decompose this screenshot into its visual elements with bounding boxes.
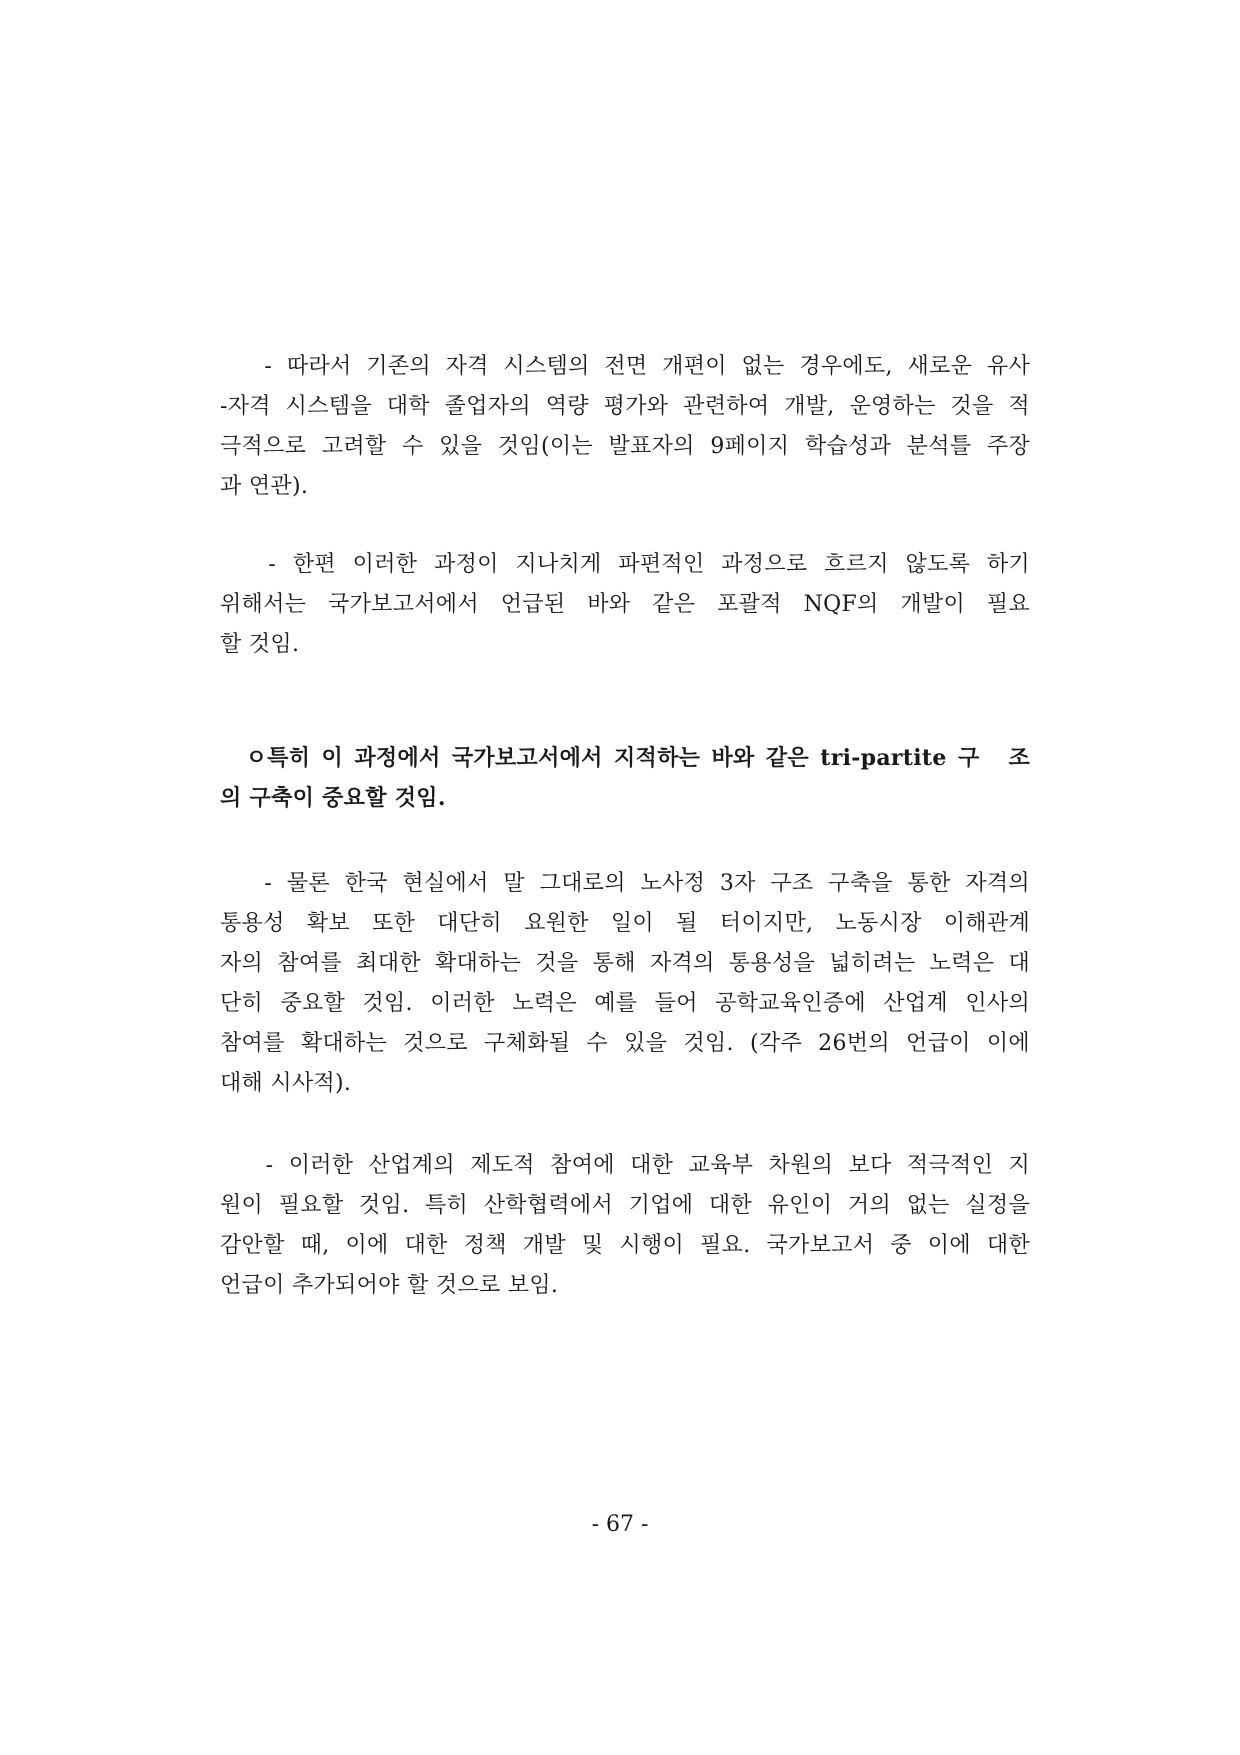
- paragraph-line: 대해 시사적).: [220, 1071, 352, 1096]
- paragraph-line: 참여를 확대하는 것으로 구체화될 수 있을 것임. (각주 26번의 언급이 이에: [220, 1031, 1030, 1056]
- paragraph-1: [220, 347, 1030, 507]
- paragraph-line: -자격 시스템을 대학 졸업자의 역량 평가와 관련하여 개발, 운영하는 것을 적: [220, 394, 1030, 419]
- paragraph-line: - 이러한 산업계의 제도적 참여에 대한 교육부 차원의 보다 적극적인 지: [220, 1153, 1030, 1178]
- paragraph-line: 의 구축이 중요할 것임.: [220, 785, 446, 811]
- page-number: - 67 -: [591, 1512, 649, 1537]
- paragraph-line: 과 연관).: [220, 474, 309, 499]
- paragraph-line: 원이 필요할 것임. 특히 산학협력에서 기업에 대한 유인이 거의 없는 실정을: [220, 1193, 1030, 1218]
- paragraph-4: [220, 864, 1030, 1104]
- paragraph-line: ㅇ특히 이 과정에서 국가보고서에서 지적하는 바와 같은 tri-partite 구 조: [220, 745, 1030, 771]
- paragraph-5: [220, 1146, 1030, 1306]
- paragraph-line: - 한편 이러한 과정이 지나치게 파편적인 과정으로 흐르지 않도록 하기: [220, 552, 1030, 577]
- paragraph-line: 단히 중요할 것임. 이러한 노력은 예를 들어 공학교육인증에 산업계 인사의: [220, 991, 1030, 1016]
- paragraph-line: 통용성 확보 또한 대단히 요원한 일이 될 터이지만, 노동시장 이해관계: [220, 911, 1030, 936]
- paragraph-line: - 물론 한국 현실에서 말 그대로의 노사정 3자 구조 구축을 통한 자격의: [220, 871, 1030, 896]
- paragraph-line: 언급이 추가되어야 할 것으로 보임.: [220, 1273, 559, 1298]
- paragraph-line: 위해서는 국가보고서에서 언급된 바와 같은 포괄적 NQF의 개발이 필요: [220, 592, 1030, 617]
- paragraph-line: - 따라서 기존의 자격 시스템의 전면 개편이 없는 경우에도, 새로운 유사: [220, 354, 1030, 379]
- paragraph-3-emphasis: [220, 738, 1030, 818]
- paragraph-line: 자의 참여를 최대한 확대하는 것을 통해 자격의 통용성을 넓히려는 노력은 대: [220, 951, 1030, 976]
- paragraph-line: 할 것임.: [220, 632, 300, 657]
- paragraph-line: 극적으로 고려할 수 있을 것임(이는 발표자의 9페이지 학습성과 분석틀 주장: [220, 434, 1030, 459]
- paragraph-2: [220, 545, 1030, 665]
- paragraph-line: 감안할 때, 이에 대한 정책 개발 및 시행이 필요. 국가보고서 중 이에 대한: [220, 1233, 1030, 1258]
